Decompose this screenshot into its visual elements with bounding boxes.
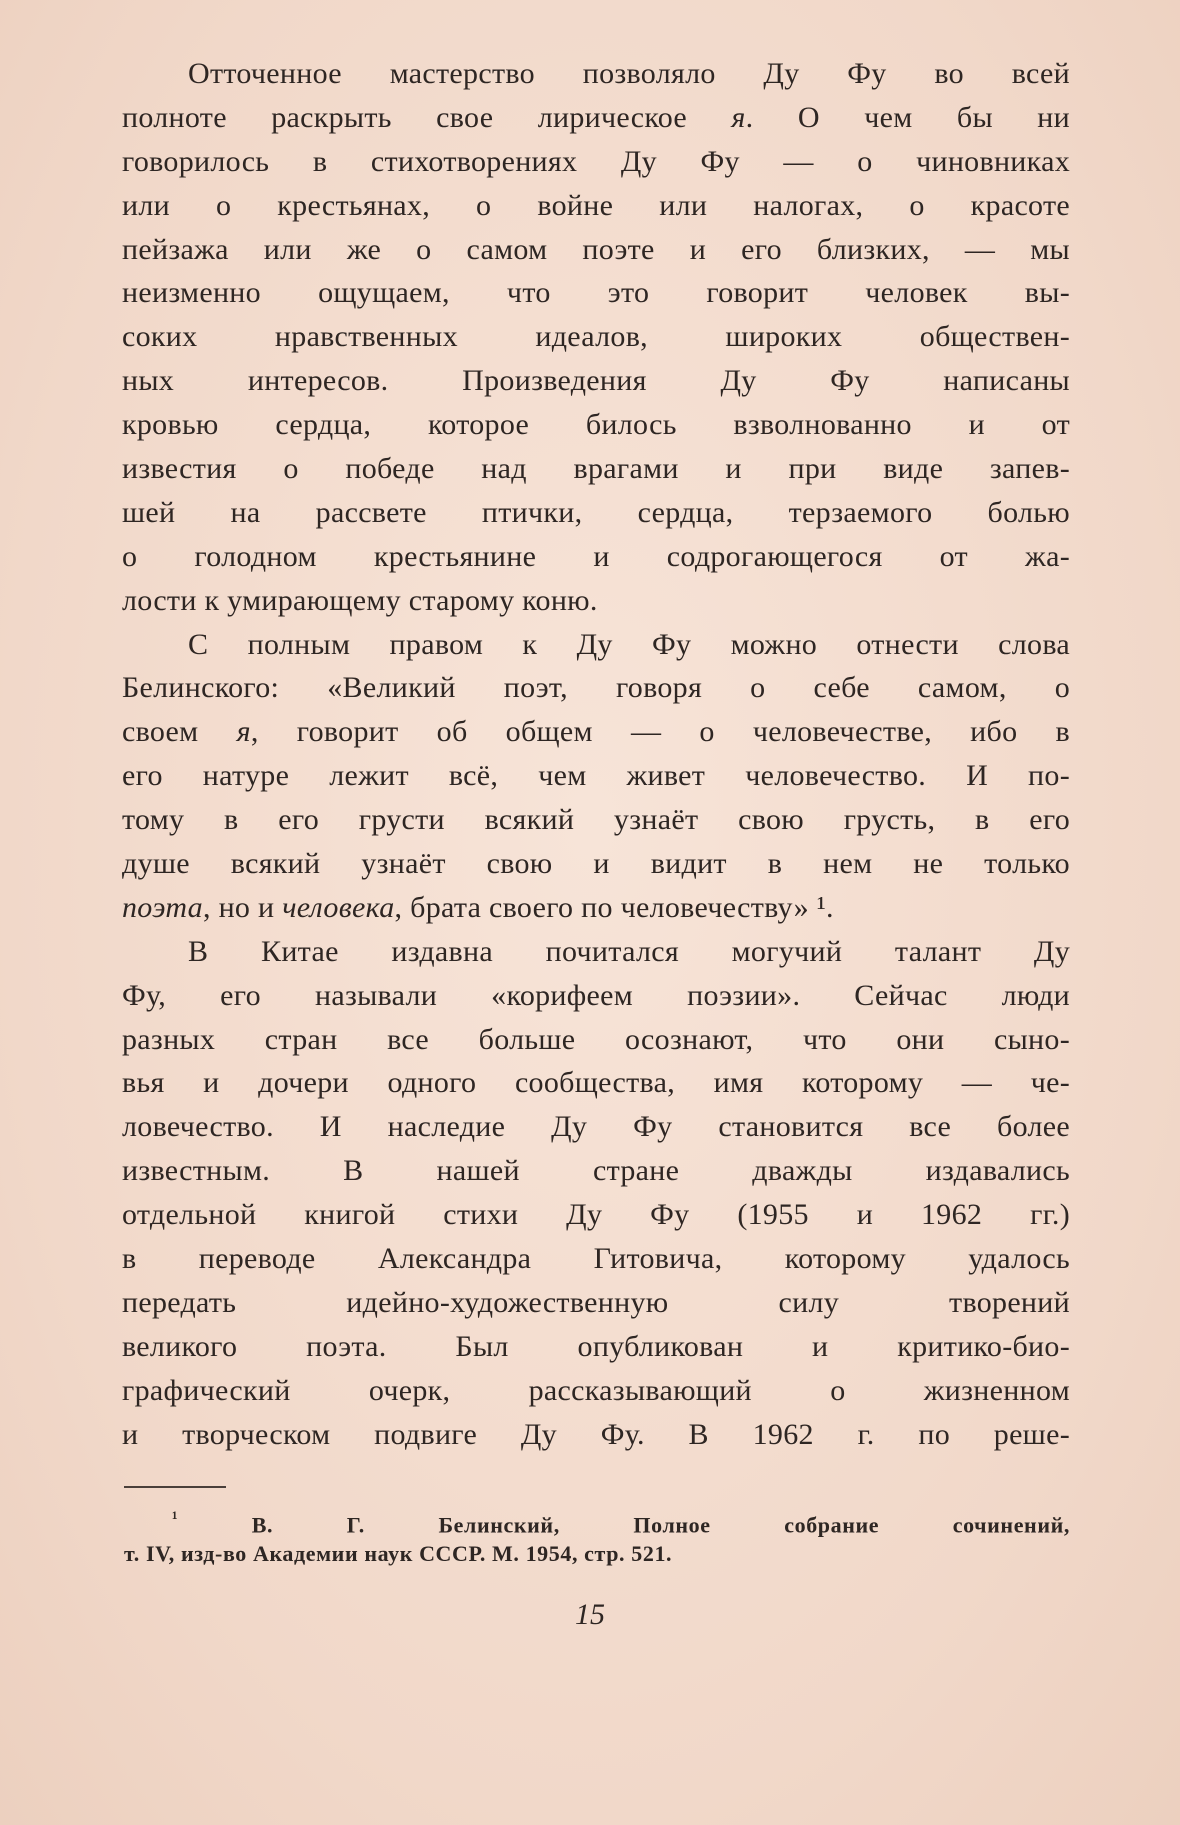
text-line: ловечество. И наследие Ду Фу становится все более (122, 1110, 1070, 1144)
text-line: великого поэта. Был опубликован и критико-био- (122, 1329, 1070, 1363)
text-line: известия о победе над врагами и при виде запев- (122, 452, 1070, 486)
text-line: Отточенное мастерство позволяло Ду Фу во всей (188, 57, 1070, 90)
text-line: передать идейно-художественную силу творений (122, 1285, 1070, 1319)
footnote-separator (124, 1486, 226, 1488)
text-line: в переводе Александра Гитовича, которому удалось (122, 1242, 1070, 1276)
text-line: неизменно ощущаем, что это говорит человек вы- (122, 276, 1070, 310)
text-line: С полным правом к Ду Фу можно отнести слова (188, 627, 1070, 661)
text-line: Белинского: «Великий поэт, говоря о себе самом, о (122, 671, 1070, 705)
footnote-title: Полное собрание сочинений, (633, 1512, 1070, 1538)
text-line: тому в его грусти всякий узнаёт свою грусть, в его (122, 803, 1070, 837)
footnote-marker: ¹ (172, 1508, 179, 1528)
text-line: поэта, но и человека, брата своего по человечеству» ¹. (122, 890, 834, 924)
text-line: известным. В нашей стране дважды издавались (122, 1154, 1070, 1188)
text-line: графический очерк, рассказывающий о жизненном (122, 1373, 1070, 1407)
emphasis: я (236, 715, 251, 749)
text-line: его натуре лежит всё, чем живет человечество. И по- (122, 759, 1070, 793)
text-line: вья и дочери одного сообщества, имя которому — че- (122, 1066, 1070, 1100)
footnote-author: В. Г. Белинский, (251, 1512, 560, 1538)
text-line: душе всякий узнаёт свою и видит в нем не только (122, 847, 1070, 881)
text-line: разных стран все больше осознают, что они сыно- (122, 1022, 1070, 1056)
text-line: и творческом подвиге Ду Фу. В 1962 г. по реше- (122, 1417, 1070, 1451)
emphasis: человека (282, 890, 395, 924)
text-line: о голодном крестьянине и содрогающегося от жа- (122, 539, 1070, 573)
footnote (124, 1500, 1070, 1572)
footnote-line: т. IV, изд-во Академии наук СССР. М. 1954, стр. 521. (124, 1541, 673, 1566)
page-number: 15 (575, 1598, 605, 1631)
emphasis: я (731, 100, 746, 134)
text-line: полноте раскрыть свое лирическое я. О чем бы ни (122, 100, 1070, 134)
text-line: ных интересов. Произведения Ду Фу написаны (122, 364, 1070, 398)
text-line: лости к умирающему старому коню. (122, 583, 598, 617)
emphasis: поэта (122, 890, 203, 924)
text-line: говорилось в стихотворениях Ду Фу — о чиновниках (122, 144, 1070, 178)
text-line: отдельной книгой стихи Ду Фу (1955 и 1962 гг.) (122, 1198, 1070, 1232)
text-line: шей на рассвете птички, сердца, терзаемого болью (122, 495, 1070, 529)
body-text (122, 52, 1070, 1457)
text-line: В Китае издавна почитался могучий талант Ду (188, 934, 1070, 968)
text-line: Фу, его называли «корифеем поэзии». Сейчас люди (122, 978, 1070, 1012)
footnote-line (124, 1500, 1070, 1536)
text-line: пейзажа или же о самом поэте и его близких, — мы (122, 232, 1070, 266)
text-line: соких нравственных идеалов, широких обществен- (122, 320, 1070, 354)
text-line: кровью сердца, которое билось взволнованно и от (122, 408, 1070, 442)
text-line: своем я, говорит об общем — о человечестве, ибо в (122, 715, 1070, 749)
text-line: или о крестьянах, о войне или налогах, о красоте (122, 188, 1070, 222)
